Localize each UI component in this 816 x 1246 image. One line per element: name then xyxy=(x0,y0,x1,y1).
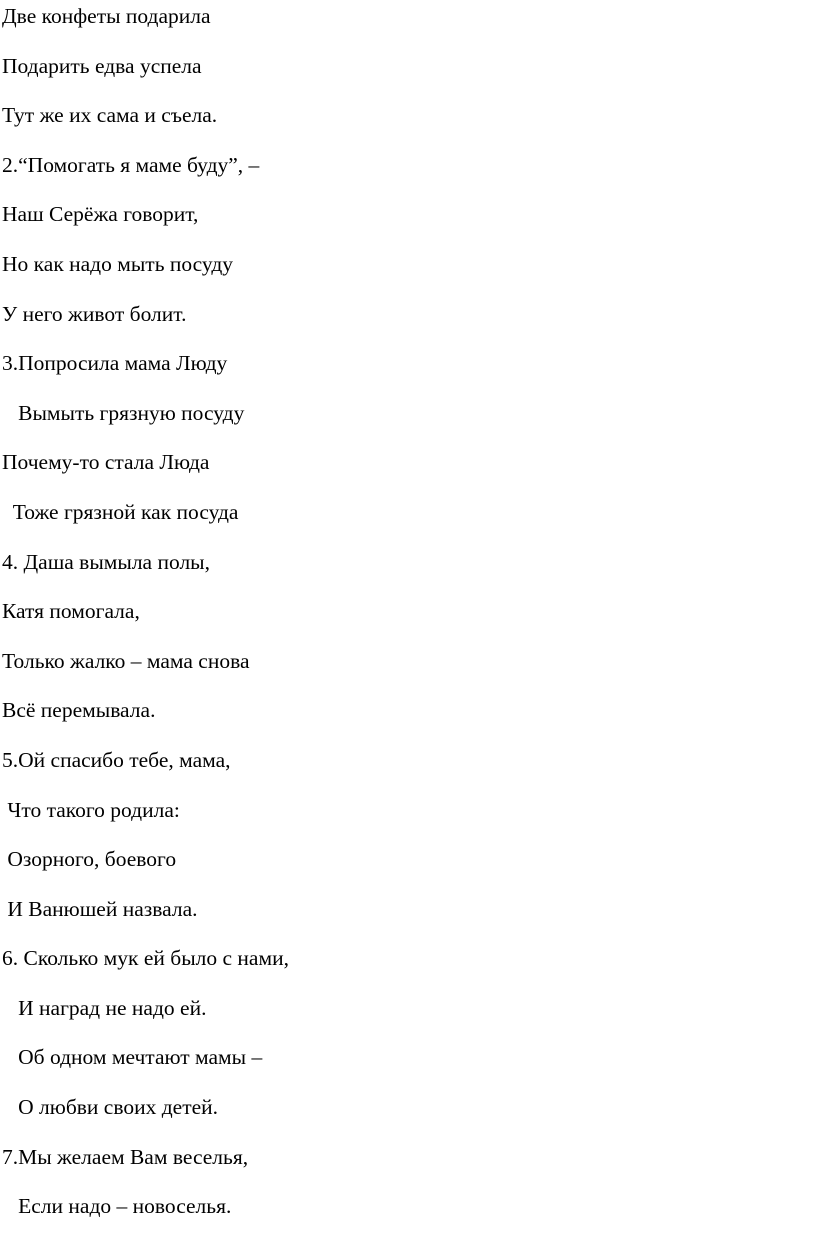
poem-line: Почему-то стала Люда xyxy=(2,450,210,475)
poem-line: 5.Ой спасибо тебе, мама, xyxy=(2,747,231,772)
poem-line: Катя помогала, xyxy=(2,599,140,624)
poem-line: 2.“Помогать я маме буду”, – xyxy=(2,152,260,177)
poem-line: Две конфеты подарила xyxy=(2,4,211,28)
poem-line: Тоже грязной как посуда xyxy=(2,499,239,524)
poem-line: 3.Попросила мама Люду xyxy=(2,351,228,376)
poem-line: Что такого родила: xyxy=(2,797,180,822)
poem-line: И Ванюшей назвала. xyxy=(2,896,198,921)
poem-line: Озорного, боевого xyxy=(2,847,177,872)
poem-line: Подарить едва успела xyxy=(2,53,202,78)
poem-line: Вымыть грязную посуду xyxy=(2,400,245,425)
poem-line: Только жалко – мама снова xyxy=(2,648,250,673)
poem-line: О любви своих детей. xyxy=(2,1095,219,1120)
poem-line: Но как надо мыть посуду xyxy=(2,251,234,276)
poem-line: Наш Серёжа говорит, xyxy=(2,202,199,227)
poem-line: Если надо – новоселья. xyxy=(2,1194,232,1219)
poem-line: Об одном мечтают мамы – xyxy=(2,1045,263,1070)
poem-line: Тут же их сама и съела. xyxy=(2,103,218,128)
poem-line: И наград не надо ей. xyxy=(2,995,207,1020)
poem-line: 7.Мы желаем Вам веселья, xyxy=(2,1144,249,1169)
poem-line: 4. Даша вымыла полы, xyxy=(2,549,210,574)
poem-text xyxy=(2,0,289,1238)
poem-line: 6. Сколько мук ей было с нами, xyxy=(2,946,289,971)
poem-line: Всё перемывала. xyxy=(2,698,156,723)
poem-line: У него живот болит. xyxy=(2,301,187,326)
